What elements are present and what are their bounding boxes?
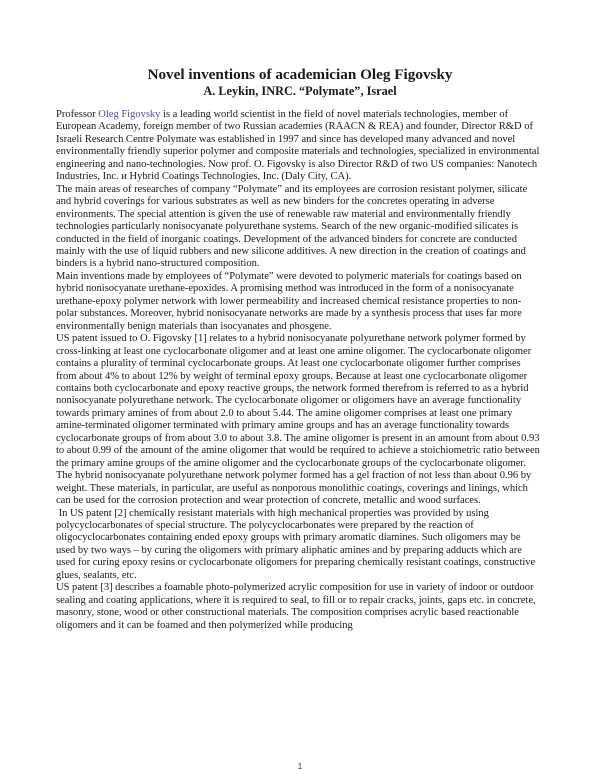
paragraph-patent-1: US patent issued to O. Figovsky [1] relates to a hybrid nonisocyanate polyurethane network polymer formed by cross-linking at least one cyclocarbonate oligomer and at least one amine oligomer. The cyclocarbonate oligomer contains a plurality of terminal cyclocarbonate groups. At least one cyclocarbonate oligomer further comprises from about 4% to about 12% by weight of terminal epoxy groups. Because at least one cyclocarbonate oligomer contains both cyclocarbonate and epoxy reactive groups, the network formed therefrom is referred to as a hybrid nonisocyanate polyurethane network. The cyclocarbonate oligomer or oligomers have an average functionality towards primary amines of from about 2.0 to about 5.44. The amine oligomer comprises at least one primary amine-terminated oligomer terminated with primary amine groups and has an average functionality towards cyclocarbonate groups of from about 3.0 to about 3.8. The amine oligomer is present in an amount from about 0.93 to about 0.99 of the amount of the amine oligomer that would be required to achieve a stoichiometric ratio between the primary amine groups of the amine oligomer and the cyclocarbonate groups of the cyclocarbonate oligomer. The hybrid nonisocyanate polyurethane network polymer formed has a gel fraction of not less than about 0.96 by weight. These materials, in particular, are useful as nonporous monolithic coatings, coverings and linings, which can be used for the corrosion protection and wear protection of concrete, metallic and wood surfaces. bbox=[56, 333, 540, 507]
paragraph-intro bbox=[56, 109, 542, 184]
author-name-link[interactable]: Oleg Figovsky bbox=[98, 109, 161, 120]
paragraph-intro-text: is a leading world scientist in the field of novel materials technologies, member of European Academy, foreign member of two Russian academies (RAACN & REA) and founder, Director R&D of Israeli Research Centre Polymate was established in 1997 and since has developed many advanced and novel environmentally friendly superior polymer and composite materials and technologies, specialized in environmental engineering and nano-technologies. Now prof. O. Figovsky is also Director R&D of two US companies: Nanotech Industries, Inc. и Hybrid Coatings Technologies, Inc. (Daly City, CA). bbox=[56, 109, 540, 183]
paragraph-research-areas: The main areas of researches of company “Polymate” and its employees are corrosion resistant polymer, silicate and hybrid coverings for various substrates as well as new binders for the concretes operating in adverse environments. The special attention is given the use of renewable raw material and environmentally friendly technologies particularly nonisocyanate polyurethane systems. Search of the new organic-modified silicates is conducted in the field of inorganic coatings. Development of the advanced binders for concrete are conducted mainly with the use of liquid rubbers and new silicone additives. A new direction in the creation of coatings and binders is a hybrid nano-structured composition. bbox=[56, 183, 528, 270]
document-body bbox=[56, 109, 542, 632]
paragraph-intro-prefix: Professor bbox=[56, 109, 99, 120]
page-number: 1 bbox=[297, 762, 303, 771]
document-title: Novel inventions of academician Oleg Figovsky bbox=[147, 66, 453, 83]
document-subtitle: A. Leykin, INRC. “Polymate”, Israel bbox=[203, 84, 397, 98]
paragraph-patent-2: In US patent [2] chemically resistant materials with high mechanical properties was provided by using polycyclocarbonates of special structure. The polycyclocarbonates were prepared by the reaction of oligocyclocarbonates containing ended epoxy groups with primary aromatic diamines. Such oligomers may be used by two ways – by curing the oligomers with primary aliphatic amines and by preparing adducts which are used for curing epoxy resins or cyclocarbonate oligomers for preparing chemically resistant coatings, constructive glues, sealants, etc. bbox=[56, 507, 538, 581]
paragraph-patent-3: US patent [3] describes a foamable photo-polymerized acrylic composition for use in variety of indoor or outdoor sealing and coating applications, where it is required to seal, to fill or to repair cracks, joints, gaps etc. in concrete, masonry, stone, wood or other constructional materials. The composition comprises acrylic based reactionable oligomers and it can be foamed and then polymerized while producing bbox=[56, 582, 536, 631]
paragraph-main-inventions: Main inventions made by employees of “Polymate” were devoted to polymeric materials for coatings based on hybrid nonisocyanate urethane-epoxides. A promising method was introduced in the form of a nonisocyanate urethane-epoxy polymer network with lower permeability and increased chemical resistance properties to non-polar substances. Moreover, hybrid nonisocyanate networks are made by a synthesis process that uses far more environmentally benign materials than isocyanates and phosgene. bbox=[56, 270, 522, 332]
